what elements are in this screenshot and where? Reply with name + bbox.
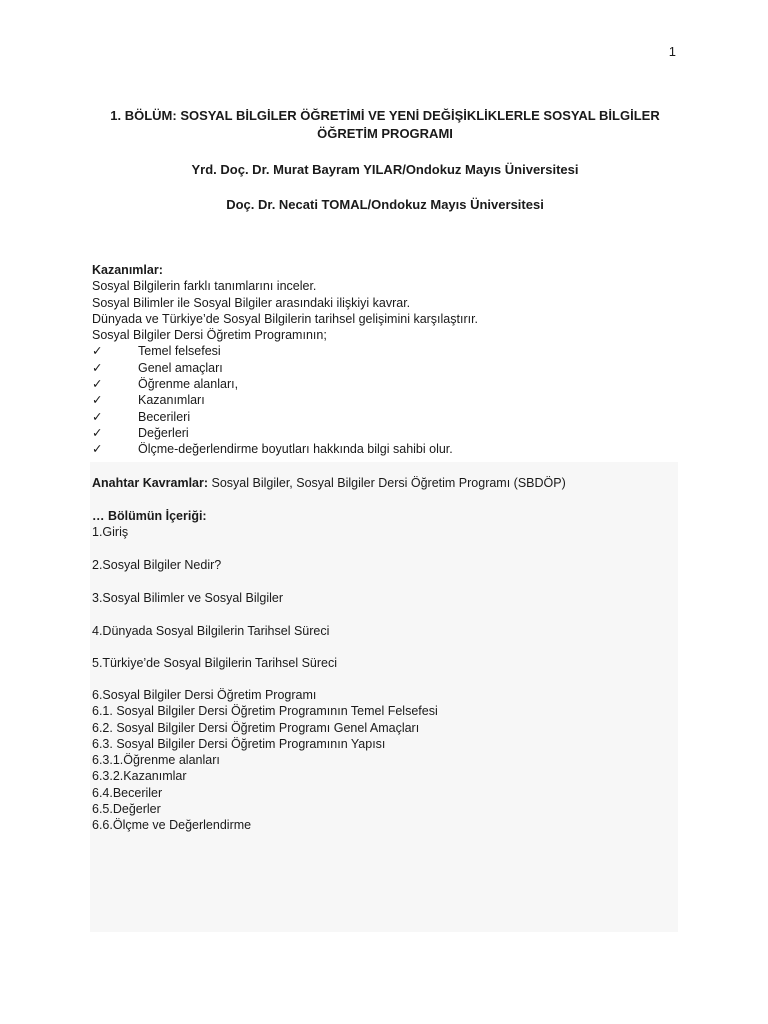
icerik-group [92, 557, 678, 573]
check-icon: ✓ [92, 442, 103, 457]
check-list-item [92, 409, 678, 425]
icerik-item: 6.6.Ölçme ve Değerlendirme [92, 818, 252, 833]
icerik-item: 6.4.Beceriler [92, 785, 163, 800]
bolum-icerigi [92, 508, 678, 541]
kazanim-line: Sosyal Bilimler ile Sosyal Bilgiler arasındaki ilişkiyi kavrar. [92, 295, 411, 310]
icerik-group [92, 687, 678, 834]
chapter-title [92, 107, 678, 143]
icerik-item: 6.3.1.Öğrenme alanları [92, 753, 220, 768]
chapter-title-line-2: ÖĞRETİM PROGRAMI [317, 126, 453, 141]
icerik-item: 2.Sosyal Bilgiler Nedir? [92, 558, 222, 572]
check-list-item [92, 425, 678, 441]
icerik-item: 4.Dünyada Sosyal Bilgilerin Tarihsel Süreci [92, 624, 330, 638]
check-icon: ✓ [92, 377, 103, 392]
check-list-item-text: Genel amaçları [138, 360, 223, 375]
check-list-item-text: Kazanımları [138, 393, 205, 408]
icerik-item: 5.Türkiye’de Sosyal Bilgilerin Tarihsel Süreci [92, 656, 338, 670]
icerik-item: 3.Sosyal Bilimler ve Sosyal Bilgiler [92, 591, 284, 605]
icerik-item: 6.5.Değerler [92, 802, 161, 817]
anahtar-kavramlar [92, 475, 678, 491]
check-icon: ✓ [92, 425, 103, 440]
check-list-item [92, 392, 678, 408]
chapter-title-line-1: 1. BÖLÜM: SOSYAL BİLGİLER ÖĞRETİMİ VE YENİ DEĞİŞİKLİKLERLE SOSYAL BİLGİLER [110, 108, 660, 123]
check-list-item-text: Öğrenme alanları, [138, 377, 239, 392]
anahtar-kavramlar-text: Sosyal Bilgiler, Sosyal Bilgiler Dersi Öğretim Programı (SBDÖP) [208, 476, 566, 490]
kazanim-line: Sosyal Bilgiler Dersi Öğretim Programının; [92, 328, 327, 343]
check-icon: ✓ [92, 393, 103, 408]
check-list-item-text: Ölçme-değerlendirme boyutları hakkında bilgi sahibi olur. [138, 442, 453, 457]
check-icon: ✓ [92, 344, 103, 359]
page-number: 1 [668, 44, 676, 59]
kazanimlar-section [92, 262, 678, 458]
kazanim-line: Sosyal Bilgilerin farklı tanımlarını inceler. [92, 279, 317, 294]
icerik-group [92, 623, 678, 639]
icerik-item: 6.2. Sosyal Bilgiler Dersi Öğretim Programı Genel Amaçları [92, 720, 420, 735]
check-icon: ✓ [92, 360, 103, 375]
icerik-item: 1.Giriş [92, 525, 129, 540]
check-list-item-text: Becerileri [138, 409, 191, 424]
check-list-item-text: Değerleri [138, 425, 189, 440]
anahtar-kavramlar-label: Anahtar Kavramlar: [92, 476, 209, 490]
check-list-item [92, 343, 678, 359]
kazanim-line: Dünyada ve Türkiye’de Sosyal Bilgilerin tarihsel gelişimini karşılaştırır. [92, 311, 479, 326]
author-2: Doç. Dr. Necati TOMAL/Ondokuz Mayıs Üniversitesi [226, 197, 544, 212]
icerik-item: 6.3.2.Kazanımlar [92, 769, 187, 784]
icerik-item: 6.3. Sosyal Bilgiler Dersi Öğretim Programının Yapısı [92, 736, 386, 751]
icerik-heading: … Bölümün İçeriği: [92, 509, 207, 523]
check-list-item [92, 376, 678, 392]
icerik-group [92, 590, 678, 606]
author-1: Yrd. Doç. Dr. Murat Bayram YILAR/Ondokuz Mayıs Üniversitesi [191, 162, 579, 177]
check-list-item [92, 360, 678, 376]
check-list-item [92, 441, 678, 457]
icerik-item: 6.Sosyal Bilgiler Dersi Öğretim Programı [92, 688, 317, 702]
icerik-item: 6.1. Sosyal Bilgiler Dersi Öğretim Programının Temel Felsefesi [92, 704, 438, 719]
check-icon: ✓ [92, 409, 103, 424]
check-list-item-text: Temel felsefesi [138, 344, 221, 359]
icerik-group [92, 655, 678, 671]
kazanimlar-heading: Kazanımlar: [92, 263, 163, 277]
kazanim-check-list [92, 343, 678, 457]
